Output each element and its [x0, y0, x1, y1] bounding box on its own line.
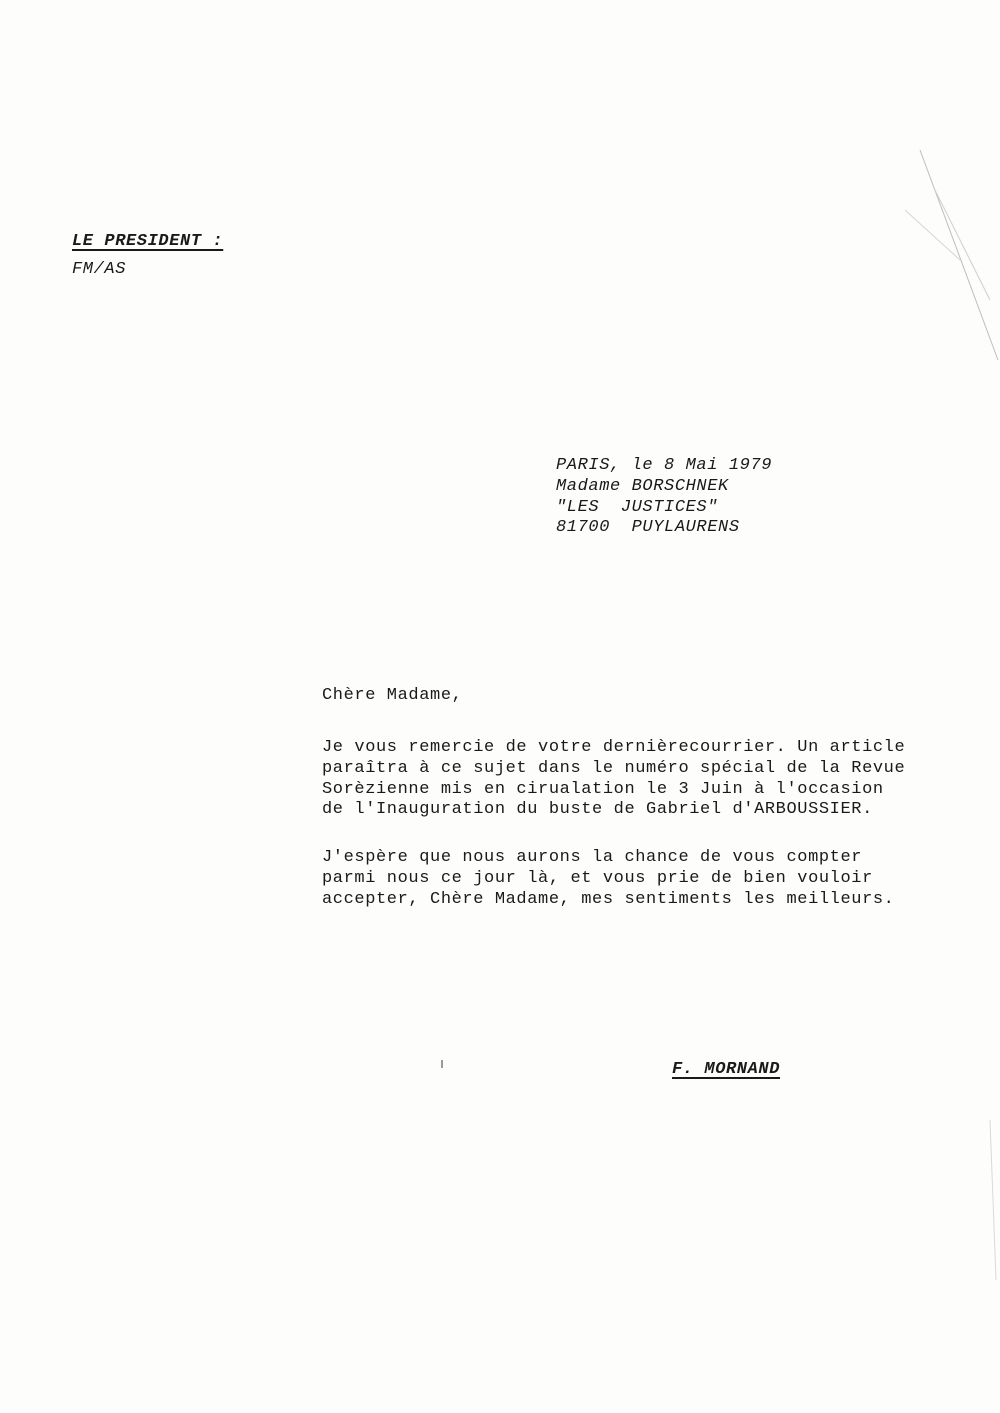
paragraph-line: accepter, Chère Madame, mes sentiments les meilleurs.	[322, 890, 895, 909]
paragraph-line: J'espère que nous aurons la chance de vous compter	[322, 848, 863, 867]
signature-name: F. MORNAND	[672, 1060, 781, 1079]
sender-title: LE PRESIDENT :	[72, 232, 224, 251]
paragraph-line: parmi nous ce jour là, et vous prie de bien vouloir	[322, 869, 873, 888]
reference-initials: FM/AS	[72, 260, 127, 279]
date-line: PARIS, le 8 Mai 1979	[556, 456, 773, 475]
recipient-city: 81700 PUYLAURENS	[556, 518, 740, 537]
paragraph-line: de l'Inauguration du buste de Gabriel d'ARBOUSSIER.	[322, 800, 873, 819]
paragraph-line: Sorèzienne mis en cirualation le 3 Juin à l'occasion	[322, 780, 884, 799]
recipient-name: Madame BORSCHNEK	[556, 477, 729, 496]
salutation: Chère Madame,	[322, 686, 463, 705]
recipient-residence: "LES JUSTICES"	[556, 498, 719, 517]
paragraph-line: Je vous remercie de votre dernièrecourrier. Un article	[322, 738, 906, 757]
paragraph-line: paraîtra à ce sujet dans le numéro spécial de la Revue	[322, 759, 906, 778]
